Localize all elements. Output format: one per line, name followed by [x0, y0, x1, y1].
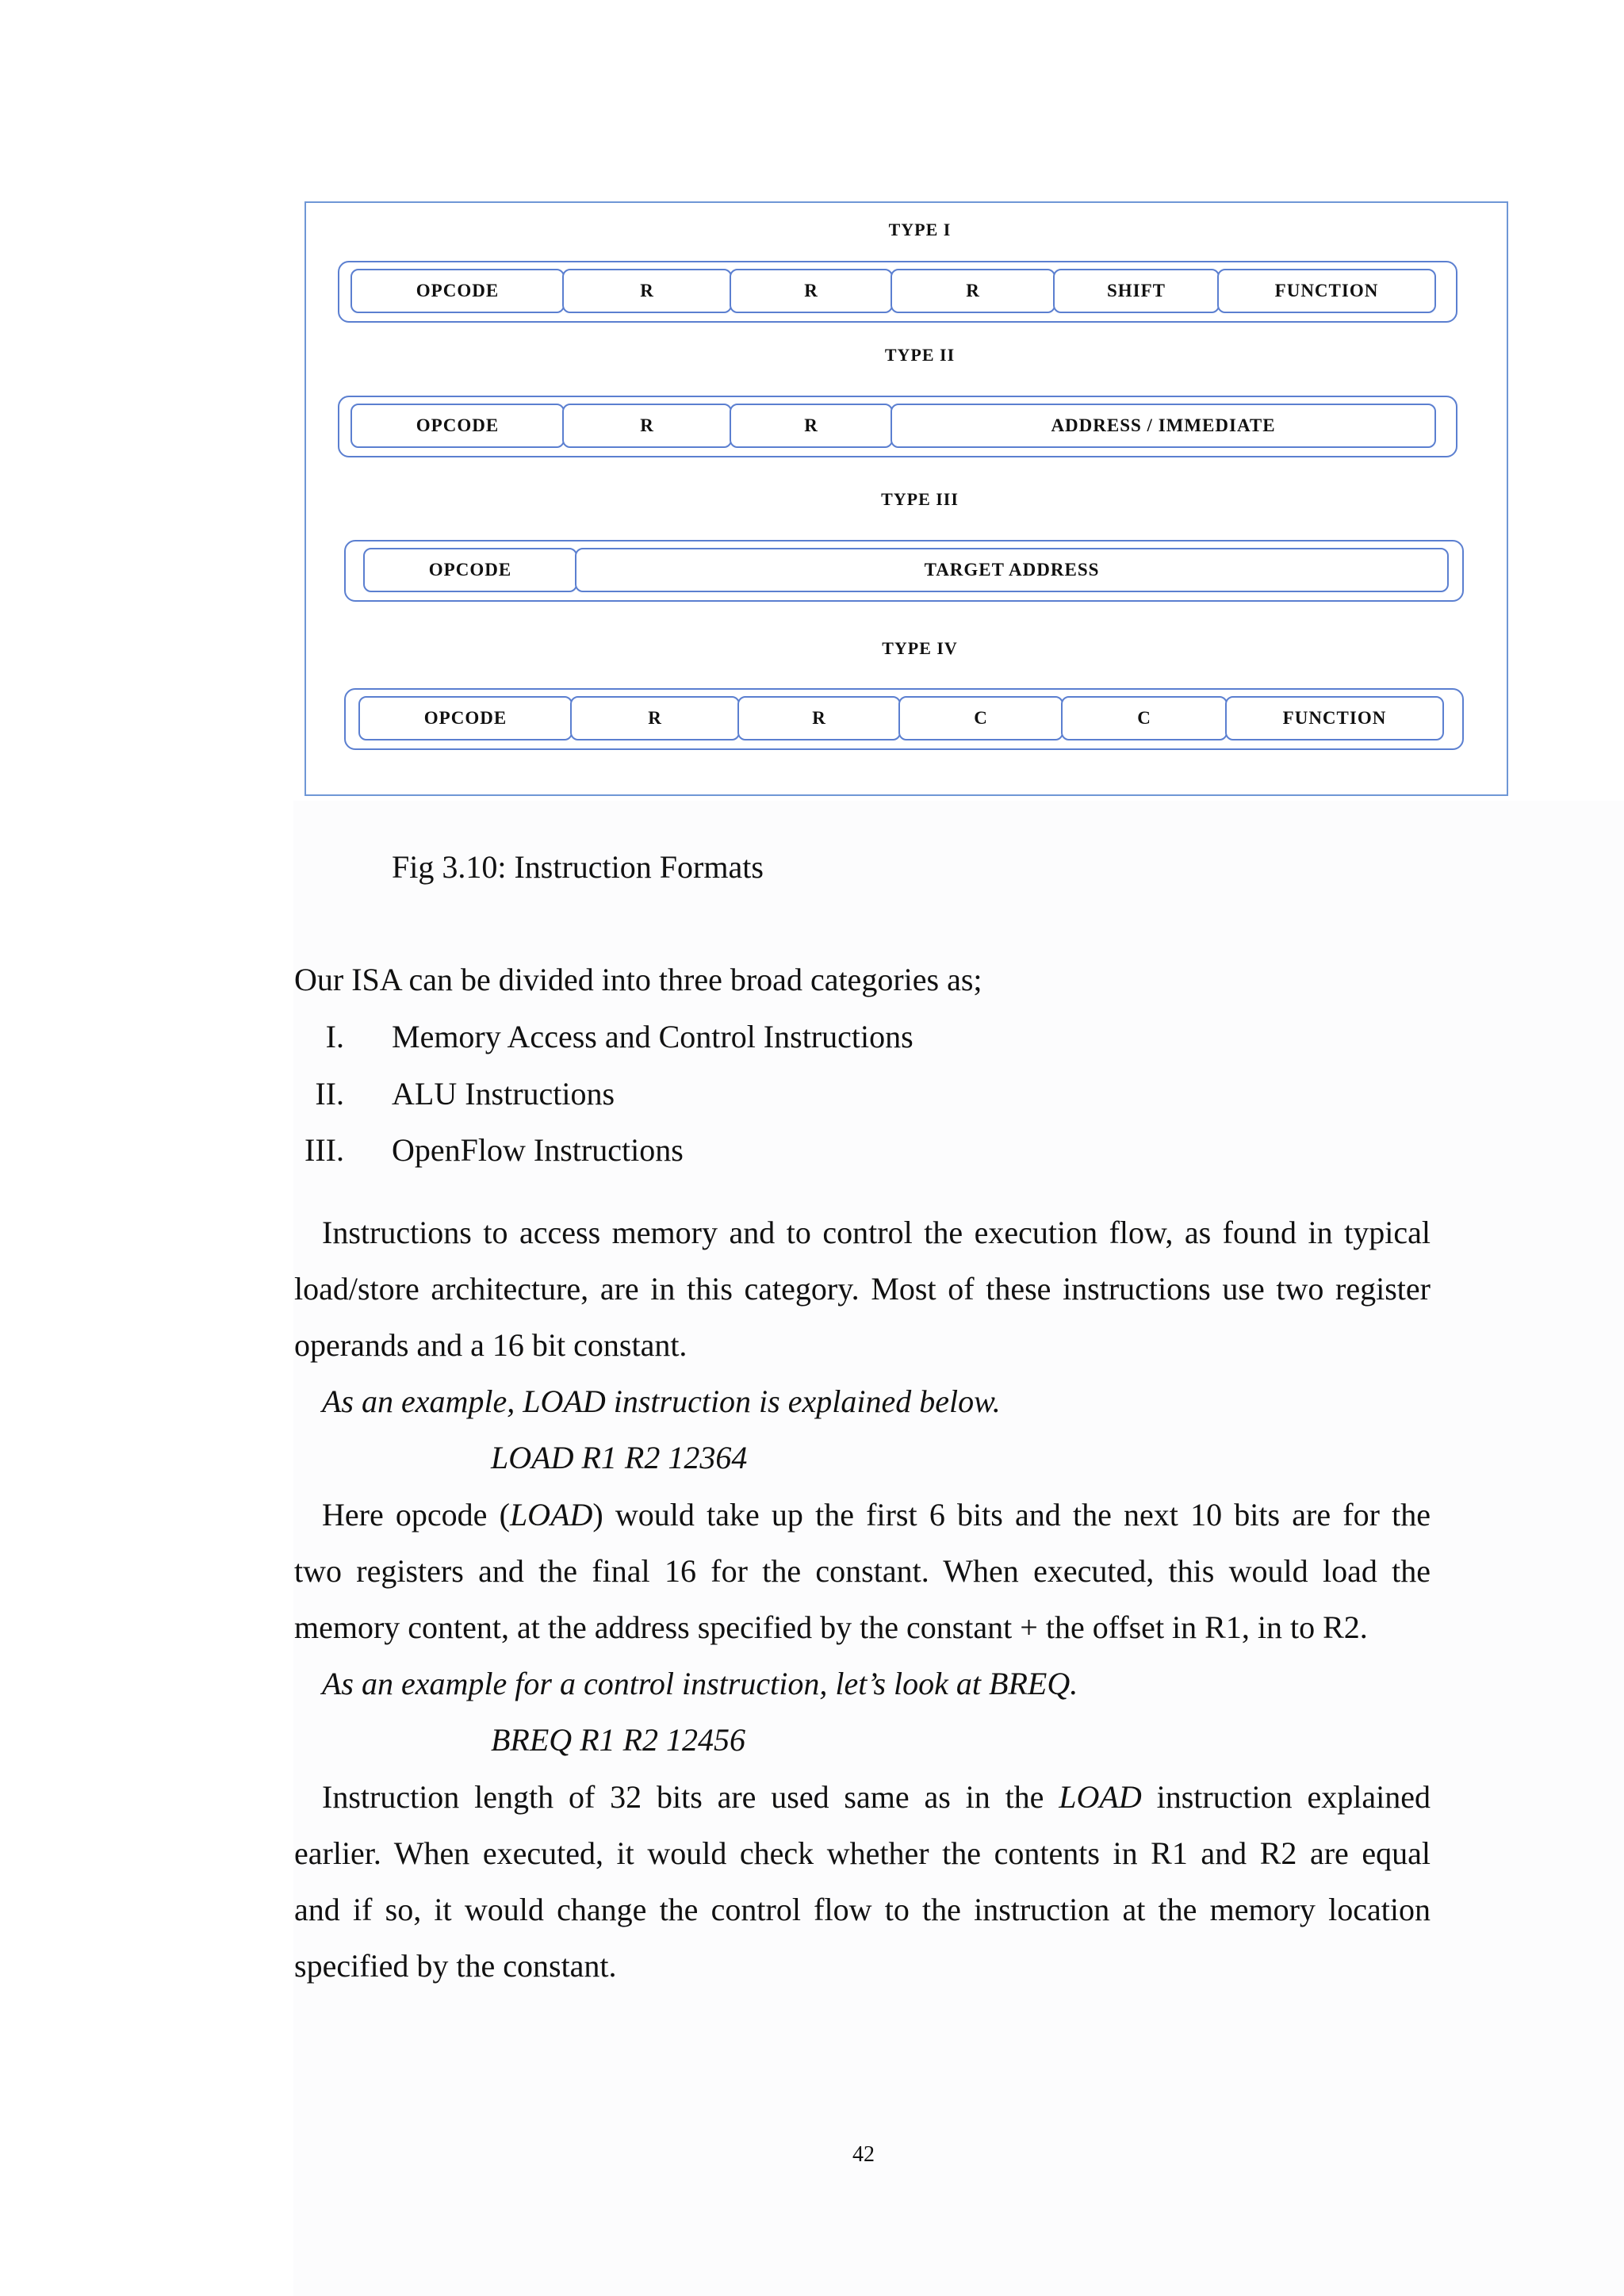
paragraph-3-line — [322, 1769, 1431, 1826]
paragraph-3-line: earlier. When executed, it would check whether the contents in R1 and R2 are equal — [294, 1835, 1431, 1871]
type-iv-format-row — [344, 688, 1464, 750]
type-i-shift-field: SHIFT — [1053, 269, 1220, 313]
type-iii-label: TYPE III — [881, 489, 959, 509]
type-i-register-field: R — [730, 269, 893, 313]
breq-example-intro: As an example for a control instruction, let’s look at BREQ. — [322, 1666, 1078, 1701]
page-number: 42 — [852, 2142, 875, 2167]
category-item: Memory Access and Control Instructions — [392, 1019, 914, 1054]
type-iii-format-row — [344, 540, 1464, 602]
type-iv-constant-field: C — [898, 696, 1063, 740]
category-numeral: III. — [304, 1132, 344, 1168]
paragraph-2-line: two registers and the final 16 for the constant. When executed, this would load the — [294, 1553, 1431, 1589]
type-iii-opcode-field: OPCODE — [363, 548, 577, 592]
type-ii-label: TYPE II — [884, 345, 956, 365]
type-iv-label: TYPE IV — [882, 638, 958, 658]
category-item: ALU Instructions — [392, 1076, 615, 1112]
type-iii-target-address-field: TARGET ADDRESS — [575, 548, 1449, 592]
type-i-register-field: R — [562, 269, 732, 313]
type-ii-format-row — [338, 396, 1457, 457]
type-ii-address-immediate-field: ADDRESS / IMMEDIATE — [891, 404, 1436, 448]
type-iv-register-field: R — [570, 696, 740, 740]
type-ii-opcode-field: OPCODE — [350, 404, 565, 448]
paragraph-2-text: ) would take up the first 6 bits and the next 10 bits are for the — [592, 1497, 1431, 1533]
paragraph-3-text: instruction explained — [1141, 1779, 1431, 1815]
category-numeral: II. — [315, 1076, 344, 1112]
type-iv-function-field: FUNCTION — [1225, 696, 1444, 740]
paragraph-1-line: operands and a 16 bit constant. — [294, 1327, 688, 1363]
category-numeral: I. — [325, 1019, 344, 1054]
paragraph-3-line: and if so, it would change the control flow to the instruction at the memory location — [294, 1892, 1431, 1927]
type-i-register-field: R — [891, 269, 1055, 313]
load-example-code: LOAD R1 R2 12364 — [491, 1440, 748, 1475]
load-mnemonic: LOAD — [509, 1497, 593, 1533]
category-item: OpenFlow Instructions — [392, 1132, 684, 1168]
type-i-format-row — [338, 261, 1457, 323]
type-iv-register-field: R — [737, 696, 901, 740]
type-ii-register-field: R — [562, 404, 732, 448]
type-ii-register-field: R — [730, 404, 893, 448]
type-iv-constant-field: C — [1061, 696, 1228, 740]
type-i-label: TYPE I — [888, 220, 952, 239]
paragraph-3-line: specified by the constant. — [294, 1948, 617, 1984]
load-mnemonic: LOAD — [1059, 1779, 1142, 1815]
type-iv-opcode-field: OPCODE — [358, 696, 573, 740]
figure-caption: Fig 3.10: Instruction Formats — [392, 849, 764, 885]
type-i-function-field: FUNCTION — [1217, 269, 1436, 313]
paragraph-3-text: Instruction length of 32 bits are used same as in the — [322, 1779, 1059, 1815]
load-example-intro: As an example, LOAD instruction is explained below. — [322, 1383, 1001, 1419]
paragraph-2-line — [322, 1487, 1431, 1544]
paragraph-2-text: Here opcode ( — [322, 1497, 510, 1533]
type-i-opcode-field: OPCODE — [350, 269, 565, 313]
breq-example-code: BREQ R1 R2 12456 — [491, 1722, 746, 1758]
paragraph-1-line: load/store architecture, are in this category. Most of these instructions use two register — [294, 1271, 1431, 1307]
paragraph-2-line: memory content, at the address specified by the constant + the offset in R1, in to R2. — [294, 1609, 1368, 1645]
paragraph-1-line: Instructions to access memory and to control the execution flow, as found in typical — [322, 1215, 1431, 1250]
categories-intro: Our ISA can be divided into three broad categories as; — [294, 962, 982, 997]
